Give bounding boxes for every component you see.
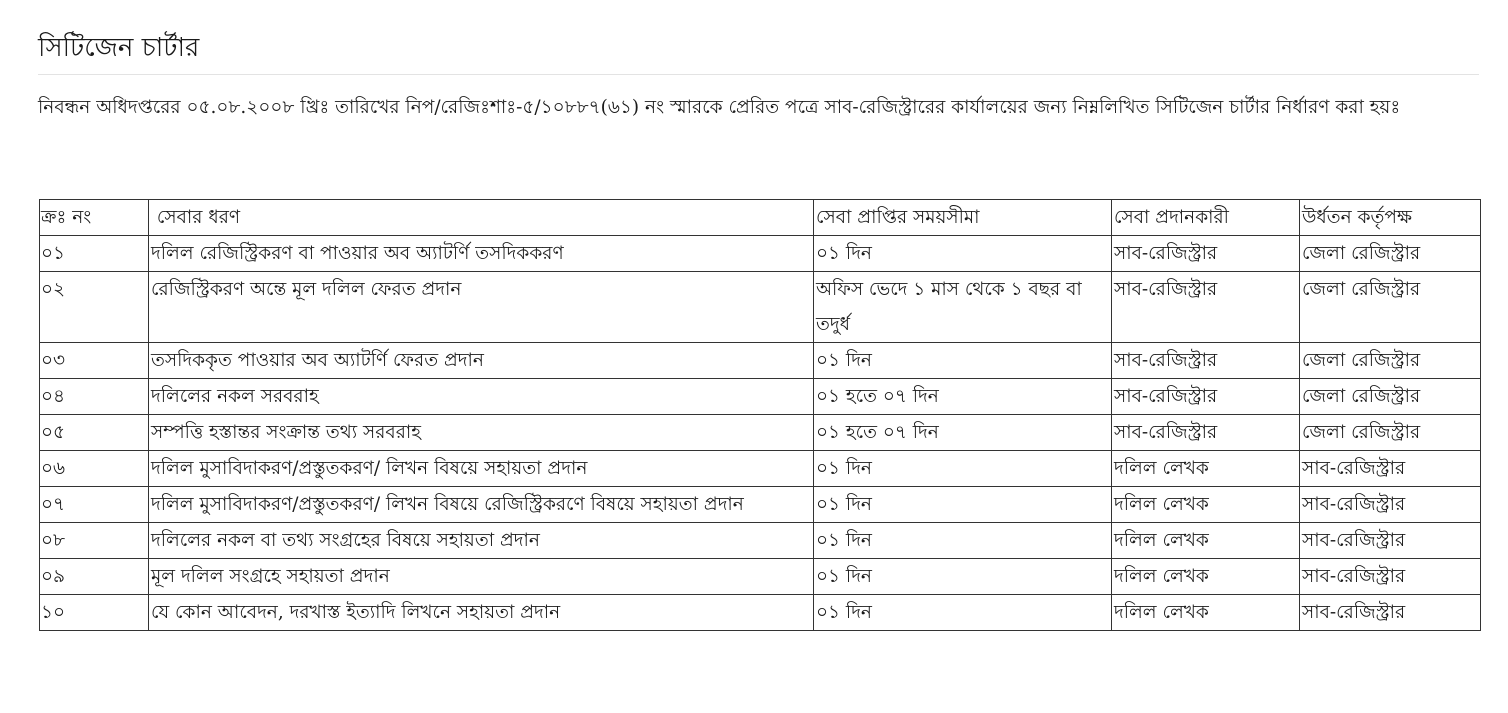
time-limit-cell: ০১ হতে ০৭ দিন [814,415,1112,451]
service-type-cell: তসদিককৃত পাওয়ার অব অ্যাটর্ণি ফেরত প্রদান [149,343,814,379]
table-row [40,523,1481,559]
time-limit-cell: ০১ দিন [814,487,1112,523]
service-type-cell: দলিল রেজিস্ট্রিকরণ বা পাওয়ার অব অ্যাটর্ণি তসদিককরণ [149,236,814,272]
higher-authority-cell: জেলা রেজিস্ট্রার [1300,379,1481,415]
table-row [40,379,1481,415]
time-limit-cell: ০১ দিন [814,343,1112,379]
higher-authority-cell: জেলা রেজিস্ট্রার [1300,343,1481,379]
table-row [40,415,1481,451]
service-provider-cell: সাব-রেজিস্ট্রার [1112,343,1300,379]
higher-authority-cell: সাব-রেজিস্ট্রার [1300,487,1481,523]
header-higher-authority: উর্ধতন কর্তৃপক্ষ [1300,200,1481,236]
service-provider-cell: দলিল লেখক [1112,559,1300,595]
higher-authority-cell: জেলা রেজিস্ট্রার [1300,272,1481,343]
higher-authority-cell: সাব-রেজিস্ট্রার [1300,523,1481,559]
table-row [40,343,1481,379]
header-serial-no: ক্রঃ নং [40,200,149,236]
service-provider-cell: দলিল লেখক [1112,451,1300,487]
service-provider-cell: সাব-রেজিস্ট্রার [1112,415,1300,451]
higher-authority-cell: সাব-রেজিস্ট্রার [1300,595,1481,631]
service-provider-cell: দলিল লেখক [1112,595,1300,631]
serial-no-cell: ১০ [40,595,149,631]
time-limit-cell: ০১ দিন [814,595,1112,631]
service-type-cell: যে কোন আবেদন, দরখাস্ত ইত্যাদি লিখনে সহায়তা প্রদান [149,595,814,631]
service-provider-cell: সাব-রেজিস্ট্রার [1112,272,1300,343]
serial-no-cell: ০৪ [40,379,149,415]
time-limit-cell: ০১ দিন [814,451,1112,487]
service-provider-cell: সাব-রেজিস্ট্রার [1112,236,1300,272]
serial-no-cell: ০৩ [40,343,149,379]
serial-no-cell: ০৮ [40,523,149,559]
service-provider-cell: দলিল লেখক [1112,487,1300,523]
intro-paragraph: নিবন্ধন অধিদপ্তরের ০৫.০৮.২০০৮ খ্রিঃ তারিখের নিপ/রেজিঃশাঃ-৫/১০৮৮৭(৬১) নং স্মারকে প্রেরিত পত্রে সাব-রেজিস্ট্রারের কার্যালয়ের জন্য নিম্নলিখিত সিটিজেন চার্টার নির্ধারণ করা হয়ঃ [38,97,1401,118]
service-type-cell: দলিলের নকল সরবরাহ [149,379,814,415]
service-type-cell: দলিল মুসাবিদাকরণ/প্রস্তুতকরণ/ লিখন বিষয়ে সহায়তা প্রদান [149,451,814,487]
table-row [40,236,1481,272]
table-row [40,595,1481,631]
table-header-row [40,200,1481,236]
service-type-cell: রেজিস্ট্রিকরণ অন্তে মূল দলিল ফেরত প্রদান [149,272,814,343]
page-title: সিটিজেন চার্টার [38,30,1479,75]
higher-authority-cell: সাব-রেজিস্ট্রার [1300,451,1481,487]
service-provider-cell: দলিল লেখক [1112,523,1300,559]
service-type-cell: সম্পত্তি হস্তান্তর সংক্রান্ত তথ্য সরবরাহ [149,415,814,451]
time-limit-cell: অফিস ভেদে ১ মাস থেকে ১ বছর বা তদুর্ধ [814,272,1112,343]
serial-no-cell: ০৯ [40,559,149,595]
serial-no-cell: ০৬ [40,451,149,487]
higher-authority-cell: জেলা রেজিস্ট্রার [1300,236,1481,272]
serial-no-cell: ০৫ [40,415,149,451]
time-limit-cell: ০১ দিন [814,523,1112,559]
time-limit-cell: ০১ হতে ০৭ দিন [814,379,1112,415]
higher-authority-cell: জেলা রেজিস্ট্রার [1300,415,1481,451]
time-limit-cell: ০১ দিন [814,559,1112,595]
service-type-cell: দলিলের নকল বা তথ্য সংগ্রহের বিষয়ে সহায়তা প্রদান [149,523,814,559]
header-service-provider: সেবা প্রদানকারী [1112,200,1300,236]
service-type-cell: মূল দলিল সংগ্রহে সহায়তা প্রদান [149,559,814,595]
table-row [40,487,1481,523]
header-service-type: সেবার ধরণ [149,200,814,236]
table-row [40,272,1481,343]
table-body [40,236,1481,631]
time-limit-cell: ০১ দিন [814,236,1112,272]
table-row [40,559,1481,595]
serial-no-cell: ০৭ [40,487,149,523]
serial-no-cell: ০১ [40,236,149,272]
serial-no-cell: ০২ [40,272,149,343]
higher-authority-cell: সাব-রেজিস্ট্রার [1300,559,1481,595]
header-time-limit: সেবা প্রাপ্তির সময়সীমা [814,200,1112,236]
service-type-cell: দলিল মুসাবিদাকরণ/প্রস্তুতকরণ/ লিখন বিষয়ে রেজিস্ট্রিকরণে বিষয়ে সহায়তা প্রদান [149,487,814,523]
service-provider-cell: সাব-রেজিস্ট্রার [1112,379,1300,415]
table-row [40,451,1481,487]
citizen-charter-table [39,199,1481,631]
